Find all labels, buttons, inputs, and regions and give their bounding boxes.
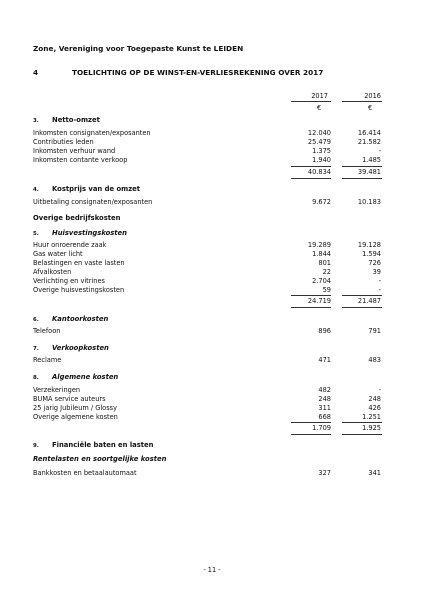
huisvesting-total-2017: 24.719 (307, 297, 331, 305)
row-label: 25 jarig Jubileum / Glossy (33, 404, 117, 412)
row-value-2016: 10.183 (357, 198, 381, 206)
row-value-2017: 1.375 (312, 147, 331, 155)
verkoop-heading: Verkoopkosten (52, 344, 109, 352)
column-year-2017: 2017 (311, 92, 328, 100)
row-value-2016: - (378, 286, 381, 294)
huisvesting-number: 5. (33, 231, 39, 237)
row-value-2017: 19.289 (307, 241, 331, 249)
row-value-2017: 311 (318, 404, 331, 412)
row-value-2017: 471 (318, 356, 331, 364)
row-value-2016: 19.128 (357, 241, 381, 249)
algemeen-total-2016: 1.925 (362, 424, 381, 432)
row-value-2017: 9.672 (312, 198, 331, 206)
netto-omzet-number: 3. (33, 118, 39, 124)
algemeen-number: 8. (33, 375, 39, 381)
total-rule (291, 178, 331, 179)
row-value-2016: 1.251 (362, 413, 381, 421)
row-value-2016: - (378, 147, 381, 155)
row-label: BUMA service auteurs (33, 395, 106, 403)
row-value-2016: 39 (372, 268, 381, 276)
verkoop-number: 7. (33, 346, 39, 352)
row-label: Inkomsten consignaten/exposanten (33, 129, 151, 137)
row-label: Inkomsten verhuur wand (33, 147, 116, 155)
subtotal-rule (342, 166, 382, 167)
row-label: Huur onroerende zaak (33, 241, 107, 249)
organization-name: Zone, Vereniging voor Toegepaste Kunst te LEIDEN (33, 44, 244, 53)
row-value-2017: 25.479 (307, 138, 331, 146)
financieel-number: 9. (33, 443, 39, 449)
row-value-2016: 21.582 (357, 138, 381, 146)
row-value-2017: 327 (318, 469, 331, 477)
algemeen-heading: Algemene kosten (52, 373, 119, 381)
huisvesting-total-2016: 21.487 (357, 297, 381, 305)
row-label: Bankkosten en betaalautomaat (33, 469, 137, 477)
row-value-2017: 59 (322, 286, 331, 294)
row-value-2016: 1.485 (362, 156, 381, 164)
row-value-2017: 2.704 (312, 277, 331, 285)
row-value-2016: 726 (368, 259, 381, 267)
section-title: TOELICHTING OP DE WINST-EN-VERLIESREKENING OVER 2017 (72, 68, 324, 77)
row-label: Verzekeringen (33, 386, 81, 394)
row-label: Afvalkosten (33, 268, 72, 276)
row-value-2016: 791 (368, 327, 381, 335)
row-value-2017: 668 (318, 413, 331, 421)
row-label: Overige algemene kosten (33, 413, 118, 421)
subtotal-rule (291, 422, 331, 423)
row-label: Reclame (33, 356, 62, 364)
row-value-2017: 1.940 (312, 156, 331, 164)
total-rule (342, 178, 382, 179)
row-value-2016: 426 (368, 404, 381, 412)
subtotal-rule (291, 295, 331, 296)
row-value-2017: 482 (318, 386, 331, 394)
row-value-2017: 1.844 (312, 250, 331, 258)
row-label: Overige huisvestingskosten (33, 286, 125, 294)
huisvesting-heading: Huisvestingskosten (52, 229, 128, 237)
financieel-subheading: Rentelasten en soortgelijke kosten (33, 455, 167, 463)
netto-omzet-total-2017: 40.834 (307, 168, 331, 176)
netto-omzet-total-2016: 39.481 (357, 168, 381, 176)
row-label: Inkomsten contante verkoop (33, 156, 128, 164)
row-value-2017: 22 (322, 268, 331, 276)
row-label: Belastingen en vaste lasten (33, 259, 125, 267)
row-value-2017: 801 (318, 259, 331, 267)
row-label: Gas water licht (33, 250, 83, 258)
row-value-2017: 896 (318, 327, 331, 335)
row-label: Verlichting en vitrines (33, 277, 105, 285)
row-label: Contributies leden (33, 138, 94, 146)
row-value-2016: 1.594 (362, 250, 381, 258)
algemeen-total-2017: 1.709 (312, 424, 331, 432)
netto-omzet-heading: Netto-omzet (52, 116, 100, 124)
overige-bedrijfskosten-heading: Overige bedrijfskosten (33, 214, 121, 222)
subtotal-rule (342, 295, 382, 296)
currency-2017: € (317, 104, 322, 112)
section-number: 4 (33, 68, 39, 77)
row-value-2016: - (378, 277, 381, 285)
column-rule-2016 (342, 101, 382, 102)
row-value-2016: 16.414 (357, 129, 381, 137)
kostprijs-number: 4. (33, 187, 39, 193)
total-rule (291, 434, 331, 435)
column-year-2016: 2016 (364, 92, 381, 100)
kantoor-number: 6. (33, 317, 39, 323)
subtotal-rule (291, 166, 331, 167)
subtotal-rule (342, 422, 382, 423)
page-number: - 11 - (203, 566, 221, 574)
total-rule (291, 307, 331, 308)
row-value-2016: 248 (368, 395, 381, 403)
kantoor-heading: Kantoorkosten (52, 315, 109, 323)
row-value-2016: - (378, 386, 381, 394)
currency-2016: € (368, 104, 373, 112)
column-rule-2017 (291, 101, 331, 102)
financieel-heading: Financiële baten en lasten (52, 441, 154, 449)
total-rule (342, 307, 382, 308)
row-value-2017: 12.040 (307, 129, 331, 137)
row-value-2016: 341 (368, 469, 381, 477)
total-rule (342, 434, 382, 435)
row-label: Uitbetaling consignaten/exposanten (33, 198, 153, 206)
kostprijs-heading: Kostprijs van de omzet (52, 185, 141, 193)
row-value-2016: 483 (368, 356, 381, 364)
row-label: Telefoon (33, 327, 61, 335)
row-value-2017: 248 (318, 395, 331, 403)
